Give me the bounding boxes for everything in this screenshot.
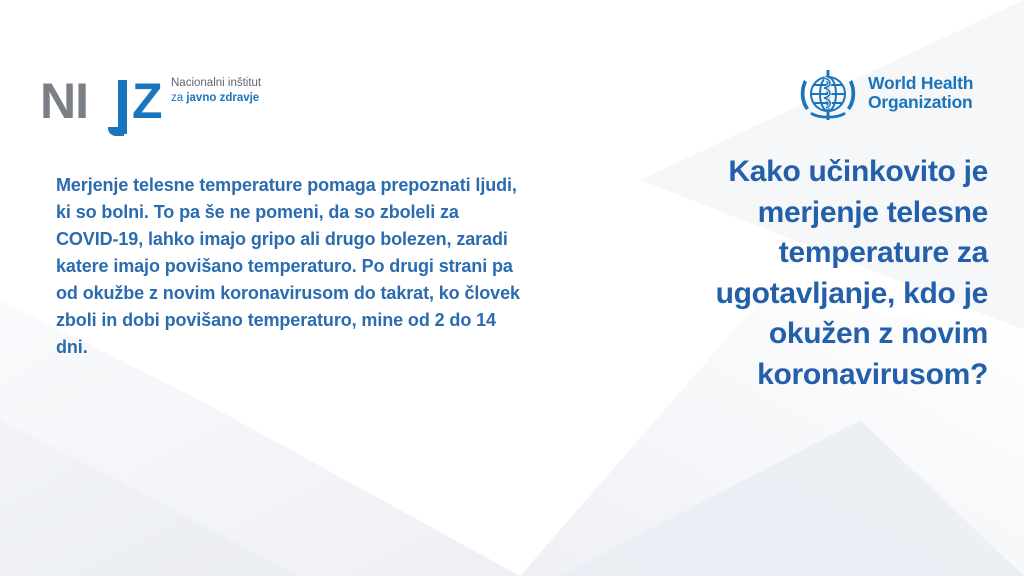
who-emblem-icon (796, 66, 860, 126)
nijz-logo-line2 (171, 91, 311, 106)
who-logo (796, 66, 996, 128)
who-logo-text (868, 74, 973, 112)
nijz-logo (40, 73, 300, 138)
nijz-logo-ni: NI (40, 73, 88, 129)
nijz-logo-line2-bold: javno zdravje (186, 92, 260, 104)
who-logo-line2: Organization (868, 92, 973, 112)
question-heading: Kako učinkovito je merjenje telesne temperature za ugotavljanje, kdo je okužen z novim koronavirusom? (715, 155, 988, 391)
nijz-logo-line1: Nacionalni inštitut (171, 77, 262, 89)
body-paragraph: Merjenje telesne temperature pomaga prepoznati ljudi, ki so bolni. To pa še ne pomeni, da so zboleli za COVID-19, lahko imajo gripo ali drugo bolezen, zaradi katere imajo povišano temperaturo. Po drugi strani pa od okužbe z novim koronavirusom do takrat, ko človek zboli in dobi povišano temperaturo, mine od 2 do 14 dni. (56, 175, 520, 357)
who-logo-line1: World Health (868, 73, 974, 93)
nijz-logo-text (171, 76, 311, 106)
nijz-logo-z: Z (132, 73, 162, 129)
nijz-logo-line2-prefix: za (171, 92, 187, 104)
nijz-logo-j-bar (118, 80, 127, 134)
